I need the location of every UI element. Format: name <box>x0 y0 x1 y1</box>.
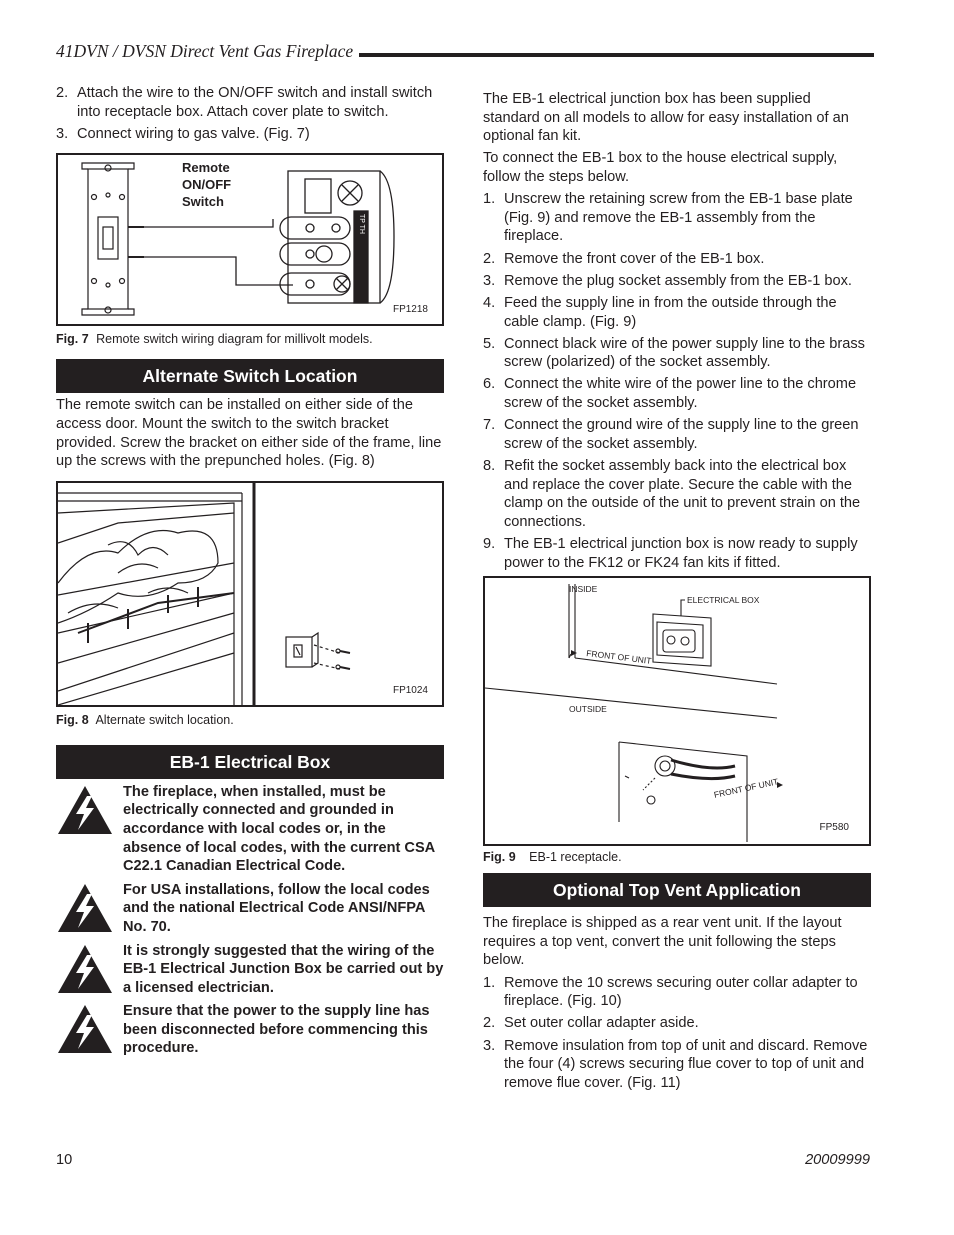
list-item <box>56 125 444 144</box>
list-item <box>483 250 871 269</box>
figure-9-caption <box>483 850 871 865</box>
step-text: Connect wiring to gas valve. (Fig. 7) <box>77 125 310 142</box>
top-vent-body: The fireplace is shipped as a rear vent unit. If the layout requires a top vent, convert the unit following the steps below. <box>483 915 842 969</box>
figure-8 <box>56 481 444 707</box>
list-item <box>483 1037 871 1093</box>
warning-item <box>56 783 444 876</box>
warning-list <box>56 783 444 1058</box>
step-text: Remove the plug socket assembly from the EB-1 box. <box>504 272 852 289</box>
step-number: 4. <box>483 294 496 311</box>
step-text: Connect the white wire of the power line to the chrome screw of the socket assembly. <box>504 376 857 412</box>
electrical-hazard-icon <box>56 1003 114 1055</box>
figure-code: FP1218 <box>392 304 428 316</box>
electrical-hazard-icon <box>56 943 114 995</box>
header-rule <box>359 53 874 57</box>
warning-text: It is strongly suggested that the wiring of the EB-1 Electrical Junction Box be carried out by a licensed electrician. <box>123 942 444 996</box>
step-text: Attach the wire to the ON/OFF switch and install switch into receptacle box. Attach cover plate to switch. <box>77 85 433 120</box>
step-number: 8. <box>483 458 496 475</box>
inside-label: INSIDE <box>569 584 598 595</box>
step-number: 2. <box>56 85 69 101</box>
header-title: 41DVN / DVSN Direct Vent Gas Fireplace <box>56 41 354 61</box>
list-item <box>483 294 871 331</box>
warning-text: Ensure that the power to the supply line has been disconnected before commencing this procedure. <box>123 1003 430 1057</box>
step-number: 3. <box>56 125 69 142</box>
switch-label <box>182 159 231 210</box>
step-text: Unscrew the retaining screw from the EB-1 base plate (Fig. 9) and remove the EB-1 assembly from the fireplace. <box>504 191 853 245</box>
receptacle-diagram <box>485 578 869 844</box>
figure-7 <box>56 153 444 326</box>
section-heading-alternate-switch: Alternate Switch Location <box>56 359 444 393</box>
svg-text:TP TH: TP TH <box>358 214 365 235</box>
electrical-hazard-icon <box>56 784 114 836</box>
outside-label: OUTSIDE <box>569 704 607 715</box>
eb1-intro: The EB-1 electrical junction box has been supplied standard on all models to allow for easy installation of an optional fan kit. <box>483 91 849 145</box>
list-item <box>483 190 871 246</box>
figure-code: FP1024 <box>392 684 428 696</box>
list-item <box>483 335 871 372</box>
warning-item <box>56 881 444 937</box>
caption-text: Alternate switch location. <box>95 712 234 727</box>
switch-label-line: Switch <box>182 194 224 210</box>
step-text: Feed the supply line in from the outside through the cable clamp. (Fig. 9) <box>504 294 837 330</box>
caption-text: EB-1 receptacle. <box>529 850 622 865</box>
front-of-unit-top-label: FRONT OF UNIT <box>585 648 652 667</box>
left-column <box>56 84 444 1063</box>
eb1-intro-2: To connect the EB-1 box to the house electrical supply, follow the steps below. <box>483 150 838 185</box>
figure-7-caption <box>56 332 444 347</box>
step-text: Remove insulation from top of unit and discard. Remove the four (4) screws securing flue cover to top of unit and remove flue cover. (Fig. 11) <box>504 1037 868 1091</box>
caption-number: Fig. 8 <box>56 712 89 727</box>
electrical-hazard-icon <box>56 882 114 934</box>
step-text: The EB-1 electrical junction box is now ready to supply power to the FK12 or FK24 fan kits if fitted. <box>504 536 858 571</box>
list-item <box>56 84 444 121</box>
switch-label-line: ON/OFF <box>182 177 232 193</box>
top-vent-steps <box>483 974 871 1093</box>
warning-item <box>56 942 444 998</box>
step-number: 5. <box>483 335 496 352</box>
warning-text: For USA installations, follow the local codes and the national Electrical Code ANSI/NFPA No. 70. <box>123 881 430 935</box>
list-item <box>483 1014 871 1033</box>
step-text: Connect black wire of the power supply line to the brass screw (polarized) of the socket assembly. <box>504 335 865 371</box>
alternate-switch-body: The remote switch can be installed on either side of the access door. Mount the switch to the switch bracket provided. Screw the bracket on either side of the frame, line up the screws with the prepunched holes. (Fig. 8) <box>56 397 442 470</box>
step-number: 3. <box>483 1037 496 1054</box>
caption-number: Fig. 9 <box>483 850 516 865</box>
page-number: 10 <box>56 1152 73 1168</box>
fireplace-illustration <box>58 483 442 705</box>
step-number: 2. <box>483 250 496 267</box>
step-number: 1. <box>483 191 496 208</box>
step-text: Set outer collar adapter aside. <box>504 1015 699 1032</box>
step-text: Remove the front cover of the EB-1 box. <box>504 250 765 267</box>
section-heading-top-vent: Optional Top Vent Application <box>483 873 871 907</box>
step-text: Refit the socket assembly back into the electrical box and replace the cover plate. Secure the cable with the clamp on the outside of the unit to prevent strain on the connections. <box>504 458 861 530</box>
list-item <box>483 375 871 412</box>
step-number: 6. <box>483 376 496 393</box>
list-item <box>483 416 871 453</box>
figure-9 <box>483 576 871 846</box>
step-number: 1. <box>483 974 496 991</box>
step-text: Remove the 10 screws securing outer collar adapter to fireplace. (Fig. 10) <box>504 974 858 1010</box>
wiring-diagram <box>58 155 442 324</box>
figure-code: FP580 <box>819 822 849 834</box>
list-item <box>483 272 871 291</box>
step-number: 7. <box>483 417 496 434</box>
step-text: Connect the ground wire of the supply line to the green screw of the socket assembly. <box>504 417 859 452</box>
left-steps <box>56 84 444 143</box>
step-number: 9. <box>483 536 496 552</box>
figure-8-caption <box>56 713 444 728</box>
document-number: 20009999 <box>805 1152 870 1168</box>
switch-label-line: Remote <box>182 160 230 176</box>
warning-item <box>56 1002 444 1058</box>
front-of-unit-bottom-label: FRONT OF UNIT <box>713 776 780 800</box>
page-header <box>56 38 874 62</box>
list-item <box>483 974 871 1011</box>
list-item <box>483 535 871 572</box>
eb1-steps <box>483 190 871 572</box>
step-number: 3. <box>483 272 496 289</box>
right-column <box>483 90 871 1096</box>
electrical-box-label: ELECTRICAL BOX <box>687 595 760 606</box>
list-item <box>483 457 871 531</box>
caption-number: Fig. 7 <box>56 332 89 347</box>
section-heading-eb1: EB-1 Electrical Box <box>56 745 444 779</box>
warning-text: The fireplace, when installed, must be electrically connected and grounded in accordance with local codes or, in the absence of local codes, with the current CSA C22.1 Canadian Electrical Code. <box>123 783 435 875</box>
caption-text: Remote switch wiring diagram for millivolt models. <box>96 332 373 347</box>
step-number: 2. <box>483 1015 496 1032</box>
